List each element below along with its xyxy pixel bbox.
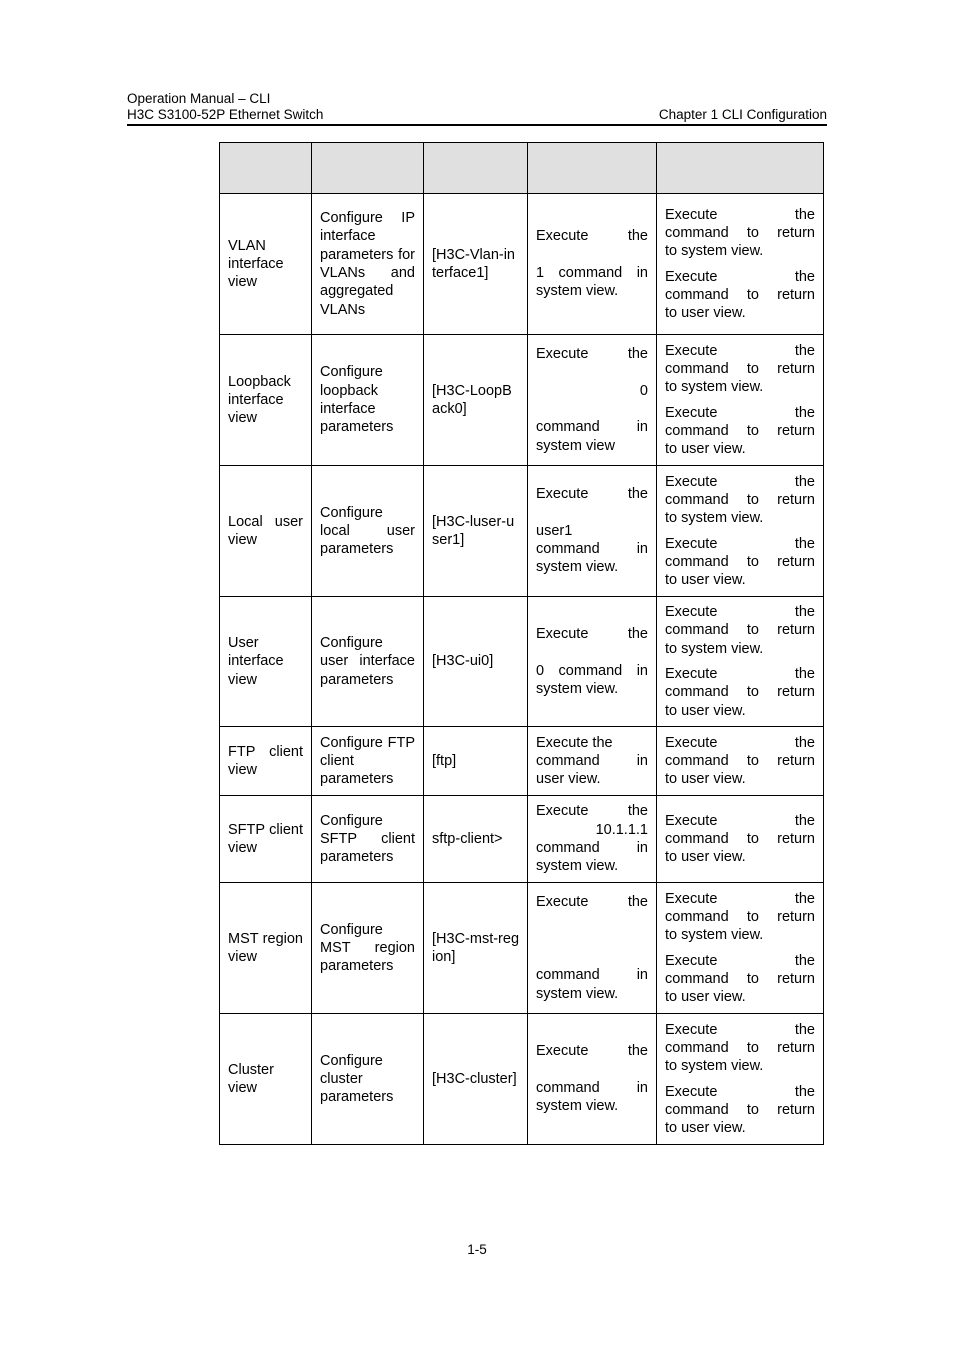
return-text: to	[746, 752, 759, 769]
return-text: the	[794, 666, 815, 682]
command-text: the	[627, 346, 648, 363]
return-text: the	[794, 604, 815, 621]
return-text: to system view.	[665, 510, 764, 527]
command-text: command	[558, 662, 623, 679]
return-text: Execute	[665, 952, 718, 969]
return-text: Execute	[665, 342, 718, 359]
view-name-cell: VLAN interface view	[220, 194, 312, 335]
return-text: the	[794, 812, 815, 829]
table-row	[220, 194, 824, 335]
return-text: return	[777, 752, 815, 769]
function-cell: Configure FTP client parameters	[312, 727, 424, 796]
return-text: to	[746, 286, 759, 303]
command-text: system view.	[536, 283, 619, 300]
return-text: command	[665, 224, 729, 241]
return-text: return	[777, 553, 815, 570]
return-text: to	[746, 491, 759, 508]
return-text: the	[794, 952, 815, 969]
return-text: return	[777, 491, 815, 508]
command-text: the	[627, 625, 648, 642]
table-row	[220, 1014, 824, 1145]
return-text: command	[665, 1101, 729, 1118]
return-text: the	[794, 890, 815, 907]
return-text: the	[794, 473, 815, 490]
function-cell: Configure IP interface parameters for VLANs and aggregated VLANs	[312, 194, 424, 335]
return-text: the	[794, 734, 815, 751]
return-text: to system view.	[665, 1058, 764, 1075]
table-row	[220, 796, 824, 883]
return-text: to	[746, 422, 759, 439]
enter-command-cell	[528, 883, 657, 1014]
return-text: to	[746, 1039, 759, 1056]
return-text: Execute	[665, 734, 718, 751]
product-name: H3C S3100-52P Ethernet Switch	[127, 107, 324, 122]
prompt-cell: [ftp]	[424, 727, 528, 796]
header-cell	[424, 143, 528, 194]
return-text: to user view.	[665, 1120, 746, 1137]
return-command-cell	[657, 727, 824, 796]
header-cell	[220, 143, 312, 194]
prompt-cell: [H3C-mst-region]	[424, 883, 528, 1014]
return-text: command	[665, 360, 729, 377]
table-row	[220, 883, 824, 1014]
return-text: return	[777, 1039, 815, 1056]
return-text: to user view.	[665, 849, 746, 866]
view-name-cell: MST region view	[220, 883, 312, 1014]
command-text: Execute	[536, 486, 589, 503]
table-row	[220, 466, 824, 597]
header-rule	[127, 124, 827, 126]
return-text: to	[746, 908, 759, 925]
return-text: the	[794, 404, 815, 421]
return-command-cell	[657, 796, 824, 883]
prompt-cell: [H3C-luser-user1]	[424, 466, 528, 597]
return-text: to user view.	[665, 989, 746, 1006]
return-text: return	[777, 970, 815, 987]
command-argument: 0	[639, 382, 648, 399]
enter-command-cell	[528, 466, 657, 597]
enter-command-cell	[528, 1014, 657, 1145]
return-text: to user view.	[665, 441, 746, 458]
command-text: system view.	[536, 1098, 619, 1115]
return-text: return	[777, 422, 815, 439]
return-text: to	[746, 622, 759, 639]
return-command-cell	[657, 1014, 824, 1145]
command-text: the	[627, 894, 648, 911]
return-text: Execute	[665, 206, 718, 223]
command-text: system view	[536, 437, 615, 454]
prompt-cell: sftp-client>	[424, 796, 528, 883]
return-text: command	[665, 553, 729, 570]
command-text: system view.	[536, 680, 619, 697]
return-text: command	[665, 286, 729, 303]
command-text: in	[636, 419, 648, 436]
enter-command-cell	[528, 796, 657, 883]
return-text: return	[777, 830, 815, 847]
return-text: to system view.	[665, 927, 764, 944]
return-text: return	[777, 1101, 815, 1118]
return-text: to	[746, 553, 759, 570]
command-text: in	[636, 840, 648, 856]
command-text: system view.	[536, 858, 619, 875]
command-text: Execute	[536, 228, 589, 245]
return-text: Execute	[665, 812, 718, 829]
return-text: the	[794, 1083, 815, 1100]
command-text: Execute	[536, 1043, 589, 1060]
return-text: Execute	[665, 890, 718, 907]
command-text: Execute	[536, 346, 589, 363]
return-text: Execute	[665, 404, 718, 421]
enter-command-cell	[528, 597, 657, 727]
return-text: command	[665, 1039, 729, 1056]
return-text: to system view.	[665, 379, 764, 396]
function-cell: Configure user interface parameters	[312, 597, 424, 727]
view-name-cell: Cluster view	[220, 1014, 312, 1145]
prompt-cell: [H3C-cluster]	[424, 1014, 528, 1145]
return-text: command	[665, 908, 729, 925]
return-text: return	[777, 908, 815, 925]
table-row	[220, 335, 824, 466]
command-text: Execute the	[536, 734, 613, 751]
command-text: the	[627, 228, 648, 245]
view-name-cell: Local user view	[220, 466, 312, 597]
return-text: Execute	[665, 1083, 718, 1100]
return-text: return	[777, 286, 815, 303]
return-text: to user view.	[665, 572, 746, 589]
command-argument: 10.1.1.1	[595, 821, 648, 838]
return-text: command	[665, 752, 729, 769]
return-text: to system view.	[665, 243, 764, 260]
command-text: command	[536, 967, 600, 984]
command-text: in	[636, 1080, 648, 1096]
command-text: the	[627, 803, 648, 820]
return-command-cell	[657, 335, 824, 466]
command-text: the	[627, 1043, 648, 1060]
function-cell: Configure cluster parameters	[312, 1014, 424, 1145]
return-text: the	[794, 268, 815, 285]
header-cell	[657, 143, 824, 194]
command-text: the	[627, 486, 648, 503]
return-command-cell	[657, 883, 824, 1014]
return-text: Execute	[665, 666, 718, 682]
header-cell	[528, 143, 657, 194]
enter-command-cell	[528, 194, 657, 335]
return-text: to	[746, 1101, 759, 1118]
command-text: Execute	[536, 894, 589, 911]
function-cell: Configure local user parameters	[312, 466, 424, 597]
view-name-cell: User interface view	[220, 597, 312, 727]
command-text: command	[536, 752, 600, 769]
page-number: 1-5	[467, 1242, 487, 1257]
return-text: to	[746, 224, 759, 241]
return-text: to	[746, 360, 759, 377]
command-text: command	[536, 1080, 600, 1096]
prompt-cell: [H3C-Vlan-interface1]	[424, 194, 528, 335]
function-cell: Configure SFTP client parameters	[312, 796, 424, 883]
command-argument: 1	[536, 265, 545, 281]
return-text: command	[665, 830, 729, 847]
command-text: command	[536, 419, 600, 436]
return-command-cell	[657, 194, 824, 335]
manual-title: Operation Manual – CLI	[127, 91, 271, 106]
return-text: command	[665, 622, 729, 639]
return-text: command	[665, 422, 729, 439]
command-text: user view.	[536, 771, 601, 788]
return-text: command	[665, 970, 729, 987]
header-cell	[312, 143, 424, 194]
return-command-cell	[657, 597, 824, 727]
return-text: return	[777, 224, 815, 241]
command-text: in	[636, 752, 648, 769]
view-name-cell: FTP client view	[220, 727, 312, 796]
return-text: command	[665, 684, 729, 701]
table-header-row	[220, 143, 824, 194]
command-text: in	[636, 541, 648, 558]
return-text: the	[794, 1021, 815, 1038]
return-text: command	[665, 491, 729, 508]
command-text: system view.	[536, 559, 619, 576]
return-text: return	[777, 684, 815, 701]
return-text: Execute	[665, 604, 718, 621]
function-cell: Configure loopback interface parameters	[312, 335, 424, 466]
return-text: to	[746, 830, 759, 847]
view-name-cell: Loopback interface view	[220, 335, 312, 466]
enter-command-cell	[528, 727, 657, 796]
view-name-cell: SFTP client view	[220, 796, 312, 883]
command-text: Execute	[536, 625, 589, 642]
command-text: system view.	[536, 985, 619, 1002]
return-text: to system view.	[665, 640, 764, 657]
return-text: the	[794, 342, 815, 359]
return-text: to	[746, 970, 759, 987]
command-text: in	[636, 967, 648, 984]
return-text: the	[794, 206, 815, 223]
return-text: to	[746, 684, 759, 701]
return-text: to user view.	[665, 305, 746, 322]
command-text: command	[536, 840, 600, 856]
cli-views-table	[219, 142, 824, 1145]
return-text: the	[794, 535, 815, 552]
return-text: Execute	[665, 1021, 718, 1038]
command-text: Execute	[536, 803, 589, 820]
return-command-cell	[657, 466, 824, 597]
command-text: in	[636, 662, 648, 679]
prompt-cell: [H3C-LoopBack0]	[424, 335, 528, 466]
command-argument: 0	[536, 662, 545, 679]
return-text: Execute	[665, 473, 718, 490]
return-text: to user view.	[665, 771, 746, 788]
function-cell: Configure MST region parameters	[312, 883, 424, 1014]
return-text: to user view.	[665, 702, 746, 719]
table-row	[220, 597, 824, 727]
table-row	[220, 727, 824, 796]
prompt-cell: [H3C-ui0]	[424, 597, 528, 727]
command-text: in	[636, 265, 648, 281]
command-text: command	[536, 541, 600, 558]
command-text: command	[558, 265, 623, 281]
return-text: Execute	[665, 535, 718, 552]
enter-command-cell	[528, 335, 657, 466]
chapter-title: Chapter 1 CLI Configuration	[658, 107, 827, 122]
command-argument: user1	[536, 522, 573, 539]
return-text: return	[777, 360, 815, 377]
return-text: Execute	[665, 268, 718, 285]
return-text: return	[777, 622, 815, 639]
